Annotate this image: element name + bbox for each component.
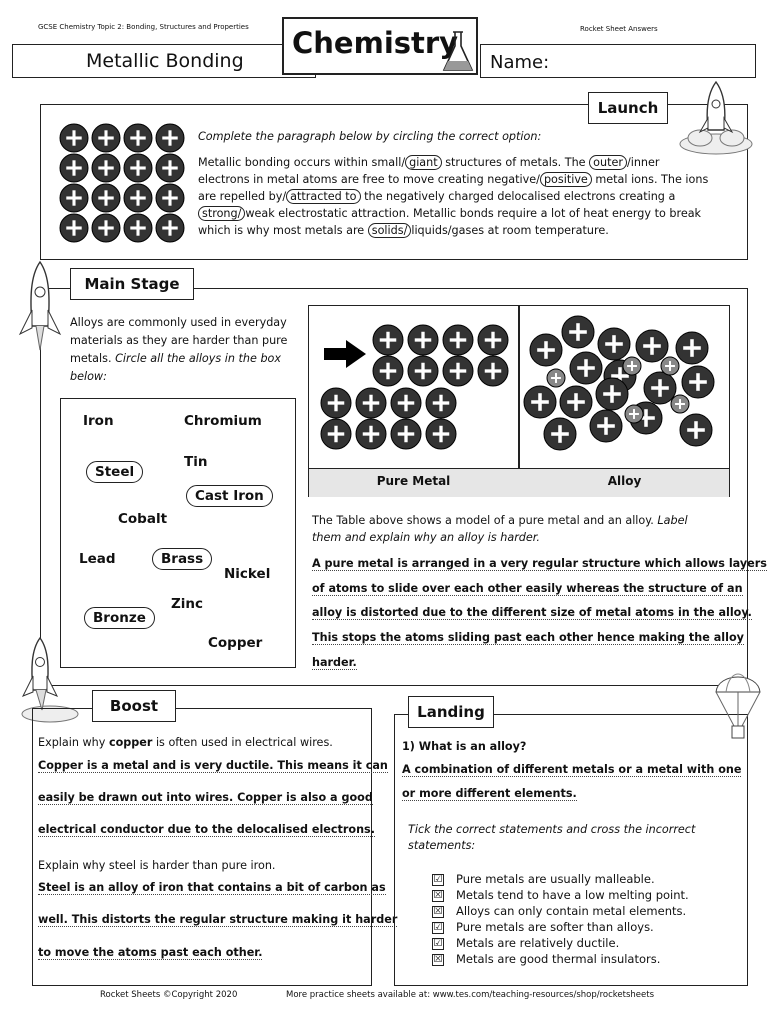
text: Metals are good thermal insulators. (456, 952, 661, 966)
circled-option[interactable]: outer (589, 155, 627, 170)
metal-ion (156, 184, 184, 212)
metal-ion (443, 356, 473, 386)
text: Metals are relatively ductile. (456, 936, 620, 950)
text: structures of metals. The (441, 156, 590, 169)
tick-box-icon[interactable]: ☑ (433, 921, 443, 933)
text: Alloys can only contain metal elements. (456, 904, 687, 918)
copyright: Rocket Sheets ©Copyright 2020 (100, 990, 238, 1000)
metal-ion (426, 388, 456, 418)
sheet-label: Rocket Sheet Answers (580, 25, 658, 33)
text: are repelled by/ (198, 190, 287, 203)
parachute-icon (712, 668, 764, 742)
metal-ion (590, 410, 622, 442)
statement-row[interactable] (432, 904, 686, 918)
text: /inner (626, 156, 660, 169)
metal-ion (661, 357, 679, 375)
metal-ion (124, 214, 152, 242)
text: the negatively charged delocalised electrons creating a (360, 190, 676, 203)
answer-line: harder. (312, 656, 357, 669)
metal-ion (680, 414, 712, 446)
alloy-label: Alloy (607, 474, 642, 488)
answer-line: easily be drawn out into wires. Copper is also a good (38, 791, 373, 804)
arrow-icon (324, 340, 366, 368)
pure-metal-label: Pure Metal (376, 474, 451, 488)
word-zinc[interactable]: Zinc (171, 596, 204, 612)
metal-ion (544, 418, 576, 450)
metal-ion (373, 356, 403, 386)
circled-option[interactable]: strong/ (198, 206, 245, 221)
text: metal ions. The ions (591, 173, 709, 186)
metal-ion (156, 154, 184, 182)
pure-metal-diagram (310, 306, 517, 466)
text: Label (657, 514, 688, 527)
circled-option[interactable]: solids/ (368, 223, 412, 238)
word-brass-circled[interactable]: Brass (152, 548, 212, 570)
metal-ion (625, 405, 643, 423)
metal-ion (356, 419, 386, 449)
rocket-icon (14, 258, 66, 356)
word-chromium[interactable]: Chromium (184, 413, 262, 429)
text: Metals tend to have a low melting point. (456, 888, 689, 902)
text: liquids/gases at room temperature. (411, 224, 609, 237)
metal-ion (596, 378, 628, 410)
text: Explain why (38, 736, 109, 749)
cross-box-icon[interactable]: ☒ (433, 953, 443, 965)
metal-ion (562, 316, 594, 348)
more-link[interactable]: More practice sheets available at: www.tes.com/teaching-resources/shop/rocketsheets (286, 990, 655, 1000)
word-iron[interactable]: Iron (83, 413, 114, 429)
text: electrons in metal atoms are free to move creating negative/ (198, 173, 540, 186)
answer-line: A pure metal is arranged in a very regular structure which allows layers (312, 557, 767, 570)
statement-row[interactable] (432, 920, 654, 934)
answer-line: Steel is an alloy of iron that contains a bit of carbon as (38, 881, 386, 894)
statement-row[interactable] (432, 936, 619, 950)
flask-icon (440, 30, 476, 74)
metal-ion (598, 328, 630, 360)
word-bronze-circled[interactable]: Bronze (84, 607, 155, 629)
answer-line: well. This distorts the regular structure making it harder (38, 913, 398, 926)
metal-ion (92, 154, 120, 182)
text: weak electrostatic attraction. Metallic bonds require a lot of heat energy to break (245, 207, 702, 220)
metal-ion (547, 369, 565, 387)
text: Metallic bonding occurs within small/ (198, 156, 406, 169)
metal-ion (682, 366, 714, 398)
metal-ion (60, 214, 88, 242)
metal-ion (124, 154, 152, 182)
boost-question-2: Explain why steel is harder than pure iron. (38, 859, 276, 872)
text: Pure metals are usually malleable. (456, 872, 655, 886)
statement-row[interactable] (432, 888, 689, 902)
cross-box-icon[interactable]: ☒ (433, 889, 443, 901)
metal-ion (356, 388, 386, 418)
metal-ion (156, 214, 184, 242)
landing-tag: Landing (408, 696, 494, 728)
landing-question-1: 1) What is an alloy? (402, 740, 527, 753)
subject-title: Chemistry (292, 26, 459, 60)
metal-ion (92, 184, 120, 212)
launch-paragraph (198, 154, 738, 239)
metal-ion (676, 332, 708, 364)
text: is often used in electrical wires. (152, 736, 333, 749)
rocket-icon (676, 78, 756, 162)
metal-ion (636, 330, 668, 362)
text: them and explain why an alloy is harder. (312, 531, 540, 544)
text: statements: (408, 839, 476, 852)
metal-ion (570, 352, 602, 384)
table-task (312, 512, 732, 546)
metal-ion (124, 124, 152, 152)
metal-ion (60, 184, 88, 212)
word-nickel[interactable]: Nickel (224, 566, 271, 582)
cross-box-icon[interactable]: ☒ (433, 905, 443, 917)
metal-ion (60, 154, 88, 182)
word-lead[interactable]: Lead (79, 551, 116, 567)
metal-ion (478, 356, 508, 386)
metal-ion (391, 419, 421, 449)
boost-tag: Boost (92, 690, 176, 722)
text: Tick the correct statements and cross the incorrect (408, 823, 696, 836)
answer-line: Copper is a metal and is very ductile. This means it can (38, 759, 388, 772)
main-stage-tag: Main Stage (70, 268, 194, 300)
alloy-diagram (520, 306, 728, 466)
statement-row[interactable] (432, 952, 660, 966)
metal-ion (671, 395, 689, 413)
name-label: Name: (490, 52, 550, 73)
answer-line: or more different elements. (402, 787, 577, 800)
metal-ion (478, 325, 508, 355)
word-tin[interactable]: Tin (184, 454, 208, 470)
word-cobalt[interactable]: Cobalt (118, 511, 168, 527)
text: Circle all the alloys in the box (115, 352, 282, 365)
text: Alloys are commonly used in everyday (70, 316, 287, 329)
word-copper[interactable]: Copper (208, 635, 263, 651)
metal-ion (644, 372, 676, 404)
word-cast-iron-circled[interactable]: Cast Iron (186, 485, 273, 507)
metal-ion (92, 214, 120, 242)
answer-line: alloy is distorted due to the different size of metal atoms in the alloy. (312, 606, 752, 619)
boost-question-1 (38, 734, 333, 751)
metal-ion (623, 357, 641, 375)
launch-instruction: Complete the paragraph below by circling the correct option: (198, 130, 542, 143)
page-title: Metallic Bonding (86, 50, 244, 72)
circled-option[interactable]: attracted to (286, 189, 360, 204)
answer-line: electrical conductor due to the delocalised electrons. (38, 823, 375, 836)
metal-ion (92, 124, 120, 152)
metal-ion (321, 388, 351, 418)
metal-ion (408, 325, 438, 355)
answer-line: of atoms to slide over each other easily whereas the structure of an (312, 582, 743, 595)
answer-line: This stops the atoms sliding past each other hence making the alloy (312, 631, 744, 644)
metal-ion (373, 325, 403, 355)
landing-instruction (408, 822, 695, 854)
metal-ion (124, 184, 152, 212)
alloy-intro (70, 314, 287, 386)
text: which is why most metals are (198, 224, 368, 237)
word-steel-circled[interactable]: Steel (86, 461, 143, 483)
text: The Table above shows a model of a pure metal and an alloy. (312, 514, 654, 527)
text: metals. (70, 352, 112, 365)
metal-ion (60, 124, 88, 152)
launch-tag: Launch (588, 92, 668, 124)
tick-box-icon[interactable]: ☑ (433, 873, 443, 885)
metal-ion (426, 419, 456, 449)
metal-ion (524, 386, 556, 418)
statement-row[interactable] (432, 872, 655, 886)
metal-ion (156, 124, 184, 152)
circled-option[interactable]: positive (540, 172, 592, 187)
metal-ion (560, 386, 592, 418)
metallic-lattice-image (56, 120, 188, 246)
answer-line: to move the atoms past each other. (38, 946, 263, 959)
metal-ion (408, 356, 438, 386)
answer-line: A combination of different metals or a metal with one (402, 763, 742, 776)
text: materials as they are harder than pure (70, 334, 288, 347)
metal-ion (530, 334, 562, 366)
circled-option[interactable]: giant (405, 155, 442, 170)
metal-ion (391, 388, 421, 418)
text: below: (70, 370, 107, 383)
metal-ion (443, 325, 473, 355)
tick-box-icon[interactable]: ☑ (433, 937, 443, 949)
text: Pure metals are softer than alloys. (456, 920, 654, 934)
topic-line: GCSE Chemistry Topic 2: Bonding, Structures and Properties (38, 23, 249, 31)
text: copper (108, 736, 153, 749)
metal-ion (321, 419, 351, 449)
